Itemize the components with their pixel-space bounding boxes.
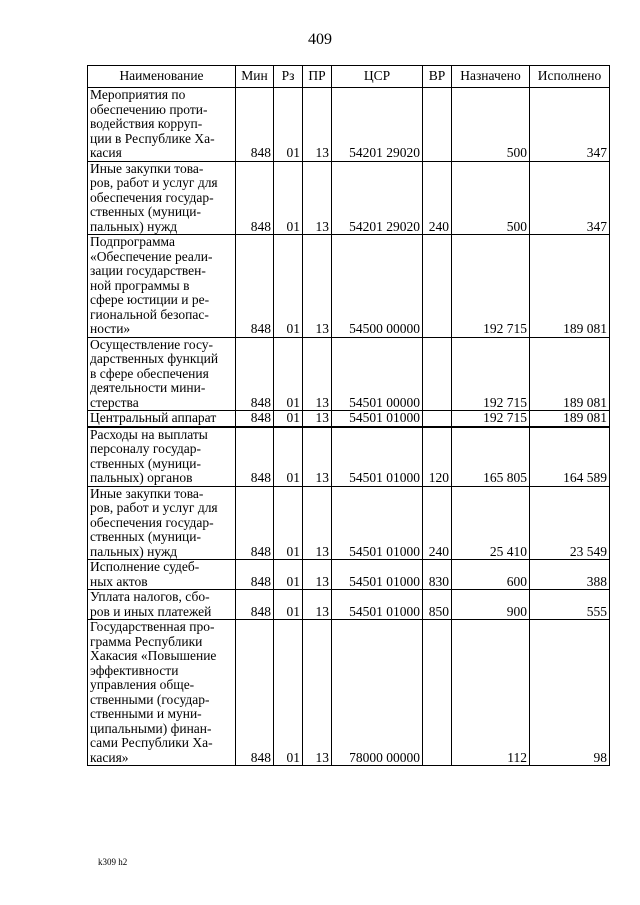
row-assigned-cell: 192 715: [452, 337, 530, 411]
row-vr-cell: 120: [423, 427, 452, 487]
table-row: [88, 411, 610, 427]
row-rz-cell: 01: [274, 590, 303, 620]
row-csr-cell: 54501 00000: [332, 337, 423, 411]
row-vr-cell: 240: [423, 161, 452, 235]
row-executed-cell: 555: [530, 590, 610, 620]
table-header-row: [88, 66, 610, 88]
row-assigned-cell: 165 805: [452, 427, 530, 487]
page-number: 409: [308, 31, 332, 48]
row-assigned-cell: 500: [452, 88, 530, 162]
row-min-cell: 848: [236, 590, 274, 620]
table-row: [88, 486, 610, 560]
row-rz-cell: 01: [274, 560, 303, 590]
row-pr-cell: 13: [303, 235, 332, 338]
row-csr-cell: 54501 01000: [332, 486, 423, 560]
header-min: Мин: [236, 66, 274, 88]
row-assigned-cell: 600: [452, 560, 530, 590]
row-assigned-cell: 500: [452, 161, 530, 235]
row-csr-cell: 54201 29020: [332, 88, 423, 162]
row-rz-cell: 01: [274, 161, 303, 235]
row-executed-cell: 189 081: [530, 411, 610, 427]
row-pr-cell: 13: [303, 88, 332, 162]
row-vr-cell: [423, 337, 452, 411]
row-pr-cell: 13: [303, 590, 332, 620]
header-csr: ЦСР: [332, 66, 423, 88]
row-pr-cell: 13: [303, 337, 332, 411]
row-min-cell: 848: [236, 337, 274, 411]
row-csr-cell: 54501 01000: [332, 411, 423, 427]
header-rz: Рз: [274, 66, 303, 88]
row-min-cell: 848: [236, 88, 274, 162]
table-row: [88, 161, 610, 235]
row-name-cell: Центральный аппарат: [88, 411, 236, 427]
row-vr-cell: [423, 620, 452, 766]
table-row: [88, 620, 610, 766]
row-csr-cell: 78000 00000: [332, 620, 423, 766]
row-executed-cell: 347: [530, 88, 610, 162]
row-name-cell: Осуществление госу- дарственных функций в сфере обеспечения деятельности мини- стерства: [88, 337, 236, 411]
table-row: [88, 560, 610, 590]
row-assigned-cell: 900: [452, 590, 530, 620]
row-pr-cell: 13: [303, 161, 332, 235]
row-name-cell: Исполнение судеб- ных актов: [88, 560, 236, 590]
row-rz-cell: 01: [274, 88, 303, 162]
row-name-cell: Мероприятия по обеспечению проти- водействия корруп- ции в Республике Ха- касия: [88, 88, 236, 162]
row-vr-cell: [423, 88, 452, 162]
row-min-cell: 848: [236, 427, 274, 487]
row-rz-cell: 01: [274, 337, 303, 411]
row-rz-cell: 01: [274, 486, 303, 560]
row-executed-cell: 347: [530, 161, 610, 235]
row-pr-cell: 13: [303, 560, 332, 590]
row-name-cell: Иные закупки това- ров, работ и услуг для обеспечения государ- ственных (муници- пальных) нужд: [88, 161, 236, 235]
table-row: [88, 235, 610, 338]
row-executed-cell: 388: [530, 560, 610, 590]
row-executed-cell: 189 081: [530, 337, 610, 411]
row-vr-cell: 240: [423, 486, 452, 560]
row-min-cell: 848: [236, 560, 274, 590]
row-pr-cell: 13: [303, 411, 332, 427]
row-csr-cell: 54201 29020: [332, 161, 423, 235]
header-name: Наименование: [88, 66, 236, 88]
row-rz-cell: 01: [274, 620, 303, 766]
row-pr-cell: 13: [303, 486, 332, 560]
row-name-cell: Расходы на выплаты персоналу государ- ственных (муници- пальных) органов: [88, 427, 236, 487]
row-min-cell: 848: [236, 411, 274, 427]
row-assigned-cell: 25 410: [452, 486, 530, 560]
row-pr-cell: 13: [303, 427, 332, 487]
row-executed-cell: 164 589: [530, 427, 610, 487]
table-row: [88, 337, 610, 411]
row-assigned-cell: 192 715: [452, 235, 530, 338]
row-assigned-cell: 112: [452, 620, 530, 766]
row-rz-cell: 01: [274, 411, 303, 427]
header-assigned: Назначено: [452, 66, 530, 88]
row-vr-cell: 830: [423, 560, 452, 590]
row-csr-cell: 54500 00000: [332, 235, 423, 338]
row-rz-cell: 01: [274, 235, 303, 338]
row-min-cell: 848: [236, 161, 274, 235]
table-row: [88, 427, 610, 487]
row-csr-cell: 54501 01000: [332, 560, 423, 590]
row-csr-cell: 54501 01000: [332, 427, 423, 487]
row-rz-cell: 01: [274, 427, 303, 487]
row-executed-cell: 189 081: [530, 235, 610, 338]
table-row: [88, 590, 610, 620]
table-row: [88, 88, 610, 162]
row-vr-cell: [423, 235, 452, 338]
row-name-cell: Подпрограмма «Обеспечение реали- зации государствен- ной программы в сфере юстиции и ре- гиональной безопас- ности»: [88, 235, 236, 338]
budget-table: [87, 65, 610, 766]
header-executed: Исполнено: [530, 66, 610, 88]
row-csr-cell: 54501 01000: [332, 590, 423, 620]
row-executed-cell: 98: [530, 620, 610, 766]
header-vr: ВР: [423, 66, 452, 88]
row-name-cell: Государственная про- грамма Республики Хакасия «Повышение эффективности управления обще- ственными (государ- ственными и муни- ципальными) финан- сами Республики Ха- касия»: [88, 620, 236, 766]
row-name-cell: Уплата налогов, сбо- ров и иных платежей: [88, 590, 236, 620]
row-min-cell: 848: [236, 620, 274, 766]
row-min-cell: 848: [236, 486, 274, 560]
header-pr: ПР: [303, 66, 332, 88]
row-pr-cell: 13: [303, 620, 332, 766]
row-vr-cell: [423, 411, 452, 427]
row-min-cell: 848: [236, 235, 274, 338]
footer-code: k309 h2: [98, 857, 128, 867]
row-assigned-cell: 192 715: [452, 411, 530, 427]
row-executed-cell: 23 549: [530, 486, 610, 560]
row-name-cell: Иные закупки това- ров, работ и услуг для обеспечения государ- ственных (муници- пальных) нужд: [88, 486, 236, 560]
row-vr-cell: 850: [423, 590, 452, 620]
